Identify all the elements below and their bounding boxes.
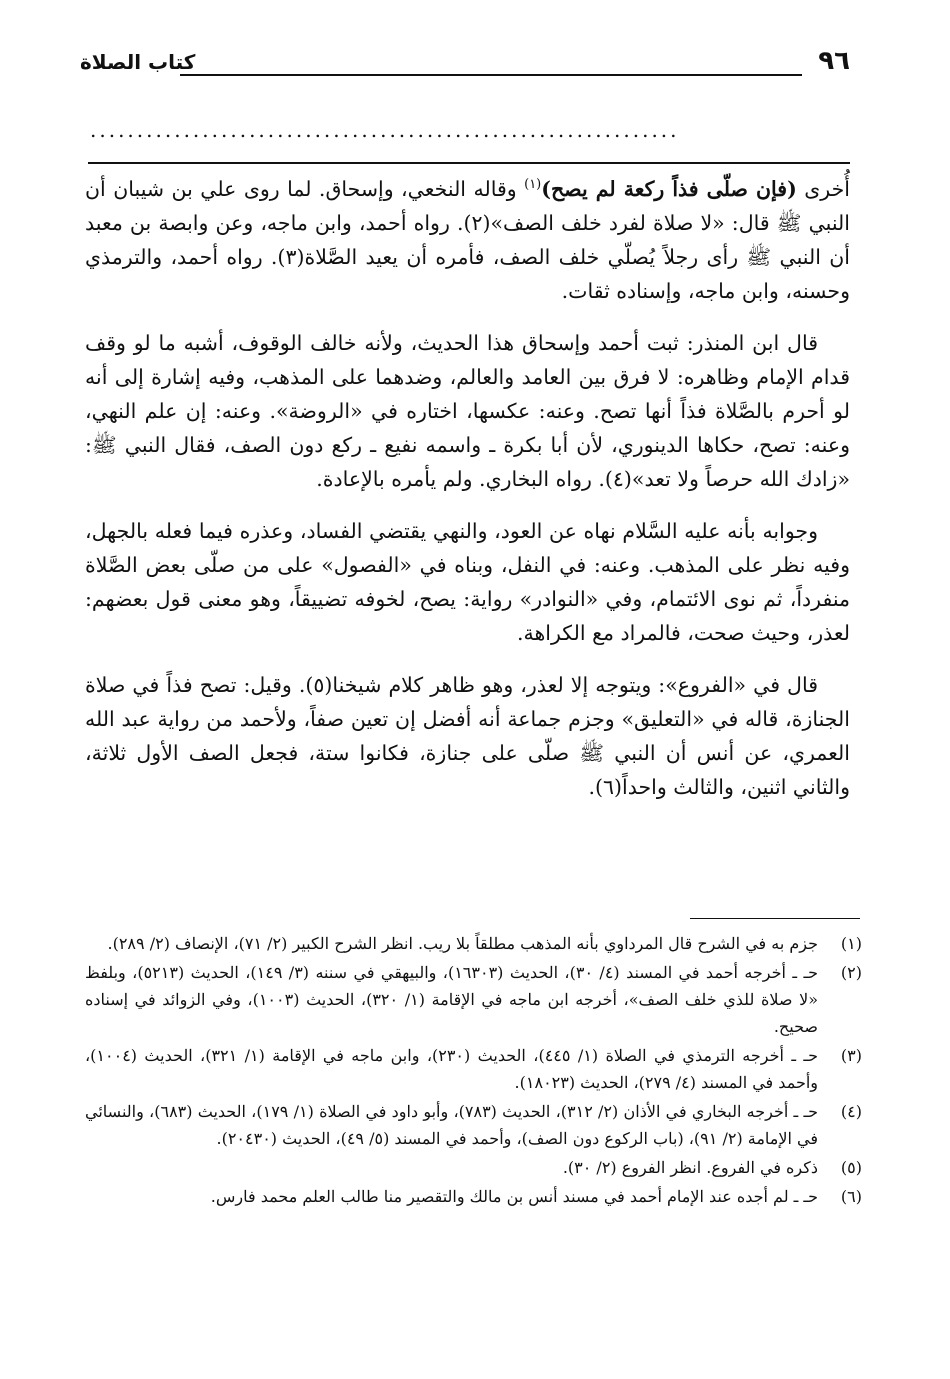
footnote-text: ذكره في الفروع. انظر الفروع (٢/ ٣٠). bbox=[562, 1158, 818, 1177]
footnote-number: (١) bbox=[840, 934, 862, 953]
footnote-text: حـ ـ أخرجه الترمذي في الصلاة (١/ ٤٤٥)، الحديث (٢٣٠)، وابن ماجه في الإقامة (١/ ٣٢١)، الحديث (١٠٠٤)، وأحمد في المسند (٤/ ٢٧٩)، الحديث (١٨٠٢٣). bbox=[85, 1046, 818, 1092]
footnote-ref: (١) bbox=[524, 177, 542, 193]
separator-dots: ............................................................... bbox=[90, 118, 680, 142]
footnote-rule bbox=[690, 918, 860, 919]
main-text bbox=[85, 172, 850, 822]
footnote-item bbox=[85, 930, 862, 957]
footnote-number: (٢) bbox=[840, 963, 862, 982]
footnote-text: حـ ـ لم أجده عند الإمام أحمد في مسند أنس بن مالك والتقصير منا طالب العلم محمد فارس. bbox=[210, 1187, 818, 1206]
content-divider bbox=[88, 162, 850, 164]
footnotes bbox=[85, 930, 862, 1212]
footnote-item bbox=[85, 1154, 862, 1181]
page-number: ٩٦ bbox=[818, 46, 850, 76]
book-title: كتاب الصلاة bbox=[80, 50, 196, 74]
paragraph-1 bbox=[85, 172, 850, 308]
paragraph-4: قال في «الفروع»: ويتوجه إلا لعذر، وهو ظاهر كلام شيخنا(٥). وقيل: تصح فذاً في صلاة الجنازة، قاله في «التعليق» وجزم جماعة أنه أفضل إن تعين صفاً، ولأحمد من رواية عبد الله العمري، عن أنس أن النبي ﷺ صلّى على جنازة، فكانوا ستة، فجعل الصف الأول ثلاثة، والثاني اثنين، والثالث واحداً(٦). bbox=[85, 673, 850, 799]
header-rule bbox=[180, 74, 802, 76]
footnote-item bbox=[85, 1042, 862, 1096]
footnote-number: (٦) bbox=[840, 1187, 862, 1206]
footnote-text: جزم به في الشرح قال المرداوي بأنه المذهب مطلقاً بلا ريب. انظر الشرح الكبير (٢/ ٧١)، الإنصاف (٢/ ٢٨٩). bbox=[107, 934, 818, 953]
paragraph-1-rest: وقاله النخعي، وإسحاق. لما روى علي بن شيبان أن النبي ﷺ قال: «لا صلاة لفرد خلف الصف»(٢). رواه أحمد، وابن ماجه، وعن وابصة بن معبد أن النبي ﷺ رأى رجلاً يُصلّي خلف الصف، فأمره أن يعيد الصَّلاة(٣). رواه أحمد، والترمذي وحسنه، وابن ماجه، وإسناده ثقات. bbox=[85, 177, 850, 303]
paragraph-2: قال ابن المنذر: ثبت أحمد وإسحاق هذا الحديث، ولأنه خالف الوقوف، أشبه ما لو وقف قدام الإمام وظاهره: لا فرق بين العامد والعالم، وضدهما على المذهب، وفيه إشارة إلى أنه لو أحرم بالصَّلاة فذاً أنها تصح. وعنه: عكسها، اختاره في «الروضة». وعنه: إن علم النهي، وعنه: تصح، حكاها الدينوري، لأن أبا بكرة ـ واسمه نفيع ـ ركع دون الصف، فقال النبي ﷺ: «زادك الله حرصاً ولا تعد»(٤). رواه البخاري. ولم يأمره بالإعادة. bbox=[85, 331, 850, 491]
footnote-number: (٤) bbox=[840, 1102, 862, 1121]
footnote-item bbox=[85, 959, 862, 1040]
footnote-text: حـ ـ أخرجه أحمد في المسند (٤/ ٣٠)، الحديث (١٦٣٠٣)، والبيهقي في سننه (٣/ ١٤٩)، الحديث (٥٢١٣)، وبلفظ «لا صلاة للذي خلف الصف»، أخرجه ابن ماجه في الإقامة (١/ ٣٢٠)، الحديث (١٠٠٣)، وفي الزوائد في إسناده صحيح. bbox=[85, 963, 819, 1036]
footnote-number: (٣) bbox=[840, 1046, 862, 1065]
matn-quote: (فإن صلّى فذاً ركعة لم يصح) bbox=[541, 177, 797, 201]
page-header bbox=[80, 46, 850, 86]
footnote-item bbox=[85, 1098, 862, 1152]
paragraph-1-lead: أُخرى bbox=[796, 177, 850, 201]
footnote-number: (٥) bbox=[840, 1158, 862, 1177]
paragraph-3: وجوابه بأنه عليه السَّلام نهاه عن العود، والنهي يقتضي الفساد، وعذره فيما فعله بالجهل، وفيه نظر على المذهب. وعنه: في النفل، وبناه في «الفصول» على من صلّى بعض الصَّلاة منفرداً، ثم نوى الائتمام، وفي «النوادر» رواية: يصح، لخوفه تضييقاً، وهو معنى قول بعضهم: لعذر، وحيث صحت، فالمراد مع الكراهة. bbox=[85, 519, 850, 645]
footnote-text: حـ ـ أخرجه البخاري في الأذان (٢/ ٣١٢)، الحديث (٧٨٣)، وأبو داود في الصلاة (١/ ١٧٩)، الحديث (٦٨٣)، والنسائي في الإمامة (٢/ ٩١)، (باب الركوع دون الصف)، وأحمد في المسند (٥/ ٤٩)، الحديث (٢٠٤٣٠). bbox=[85, 1102, 819, 1148]
footnote-item bbox=[85, 1183, 862, 1210]
